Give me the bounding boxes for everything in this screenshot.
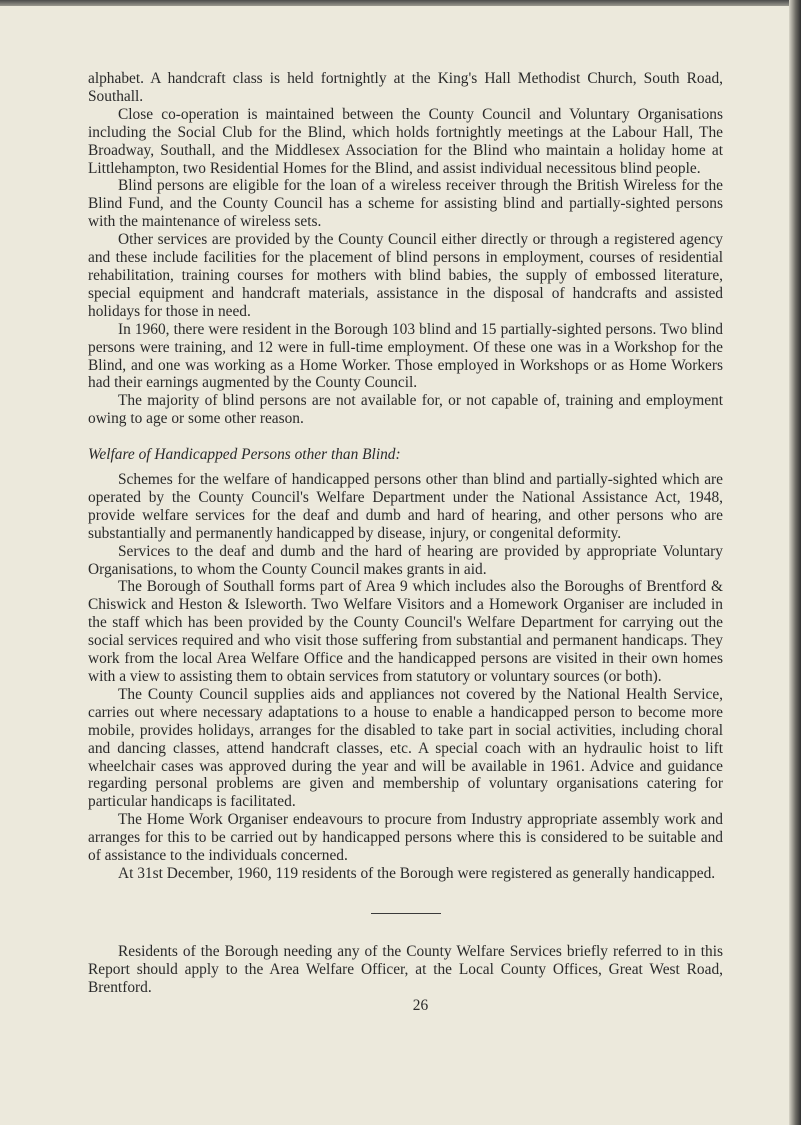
paragraph-1960-statistics: In 1960, there were resident in the Borough 103 blind and 15 partially-sighted persons. Two blind persons were training, and 12 were in full-time employment. Of these one was in a Workshop for the Blind, and one was working as a Home Worker. Those employed in Workshops or as Home Workers had their earnings augmented by the County Council. bbox=[88, 320, 723, 392]
paragraph-other-services: Other services are provided by the County Council either directly or through a registered agency and these include facilities for the placement of blind persons in employment, courses of residential rehabilitation, training courses for mothers with blind babies, the supply of embossed literature, special equipment and handcraft materials, assistance in the disposal of handcrafts and assisted holidays for those in need. bbox=[88, 231, 723, 320]
page-top-edge bbox=[0, 0, 801, 6]
paragraph-wireless-loan: Blind persons are eligible for the loan of a wireless receiver through the British Wireless for the Blind Fund, and the County Council has a scheme for assisting blind and partially-sighted persons with the maintenance of wireless sets. bbox=[88, 177, 723, 231]
page-body bbox=[88, 70, 723, 1015]
paragraph-majority-blind: The majority of blind persons are not available for, or not capable of, training and employment owing to age or some other reason. bbox=[88, 392, 723, 428]
paragraph-deaf-services: Services to the deaf and dumb and the hard of hearing are provided by appropriate Voluntary Organisations, to whom the County Council makes grants in aid. bbox=[88, 542, 723, 578]
paragraph-registered-handicapped: At 31st December, 1960, 119 residents of the Borough were registered as generally handicapped. bbox=[118, 864, 716, 882]
paragraph-area-9: The Borough of Southall forms part of Area 9 which includes also the Boroughs of Brentford & Chiswick and Heston & Isleworth. Two Welfare Visitors and a Homework Organiser are included in the staff which has been provided by the County Council's Welfare Department for carrying out the social services required and who visit those suffering from substantial and permanent handicaps. They work from the local Area Welfare Office and the handicapped persons are visited in their own homes with a view to assisting them to obtain services from statutory or voluntary sources (or both). bbox=[88, 578, 723, 685]
section-heading: Welfare of Handicapped Persons other than Blind: bbox=[88, 446, 401, 464]
paragraph-voluntary-organisations: Close co-operation is maintained between the County Council and Voluntary Organisations including the Social Club for the Blind, which holds fortnightly meetings at the Labour Hall, The Broadway, Southall, and the Middlesex Association for the Blind who maintain a holiday home at Littlehampton, two Residential Homes for the Blind, and assist individual necessitous blind people. bbox=[88, 105, 723, 177]
page-binding-shadow bbox=[789, 0, 801, 1125]
paragraph-schemes-welfare: Schemes for the welfare of handicapped persons other than blind and partially-sighted which are operated by the County Council's Welfare Department under the National Assistance Act, 1948, provide welfare services for the deaf and dumb and hard of hearing, and other persons who are substantially and permanently handicapped by disease, injury, or congenital deformity. bbox=[88, 471, 723, 542]
paragraph-home-work-organiser: The Home Work Organiser endeavours to procure from Industry appropriate assembly work and arranges for this to be carried out by handicapped persons where this is considered to be suitable and of assistance to the individuals concerned. bbox=[88, 811, 723, 865]
section-divider bbox=[371, 913, 441, 914]
page-number: 26 bbox=[412, 996, 429, 1014]
paragraph-continuation: alphabet. A handcraft class is held fortnightly at the King's Hall Methodist Church, South Road, Southall. bbox=[88, 70, 723, 105]
paragraph-closing-note: Residents of the Borough needing any of the County Welfare Services briefly referred to in this Report should apply to the Area Welfare Officer, at the Local County Offices, Great West Road, Brentford. bbox=[88, 942, 723, 996]
paragraph-aids-appliances: The County Council supplies aids and appliances not covered by the National Health Service, carries out where necessary adaptations to a house to enable a handicapped person to become more mobile, provides holidays, arranges for the disabled to take part in social activities, including choral and dancing classes, attend handcraft classes, etc. A special coach with an hydraulic hoist to lift wheelchair cases was approved during the year and will be available in 1961. Advice and guidance regarding personal problems are given and membership of voluntary organisations catering for particular handicaps is facilitated. bbox=[88, 685, 723, 811]
